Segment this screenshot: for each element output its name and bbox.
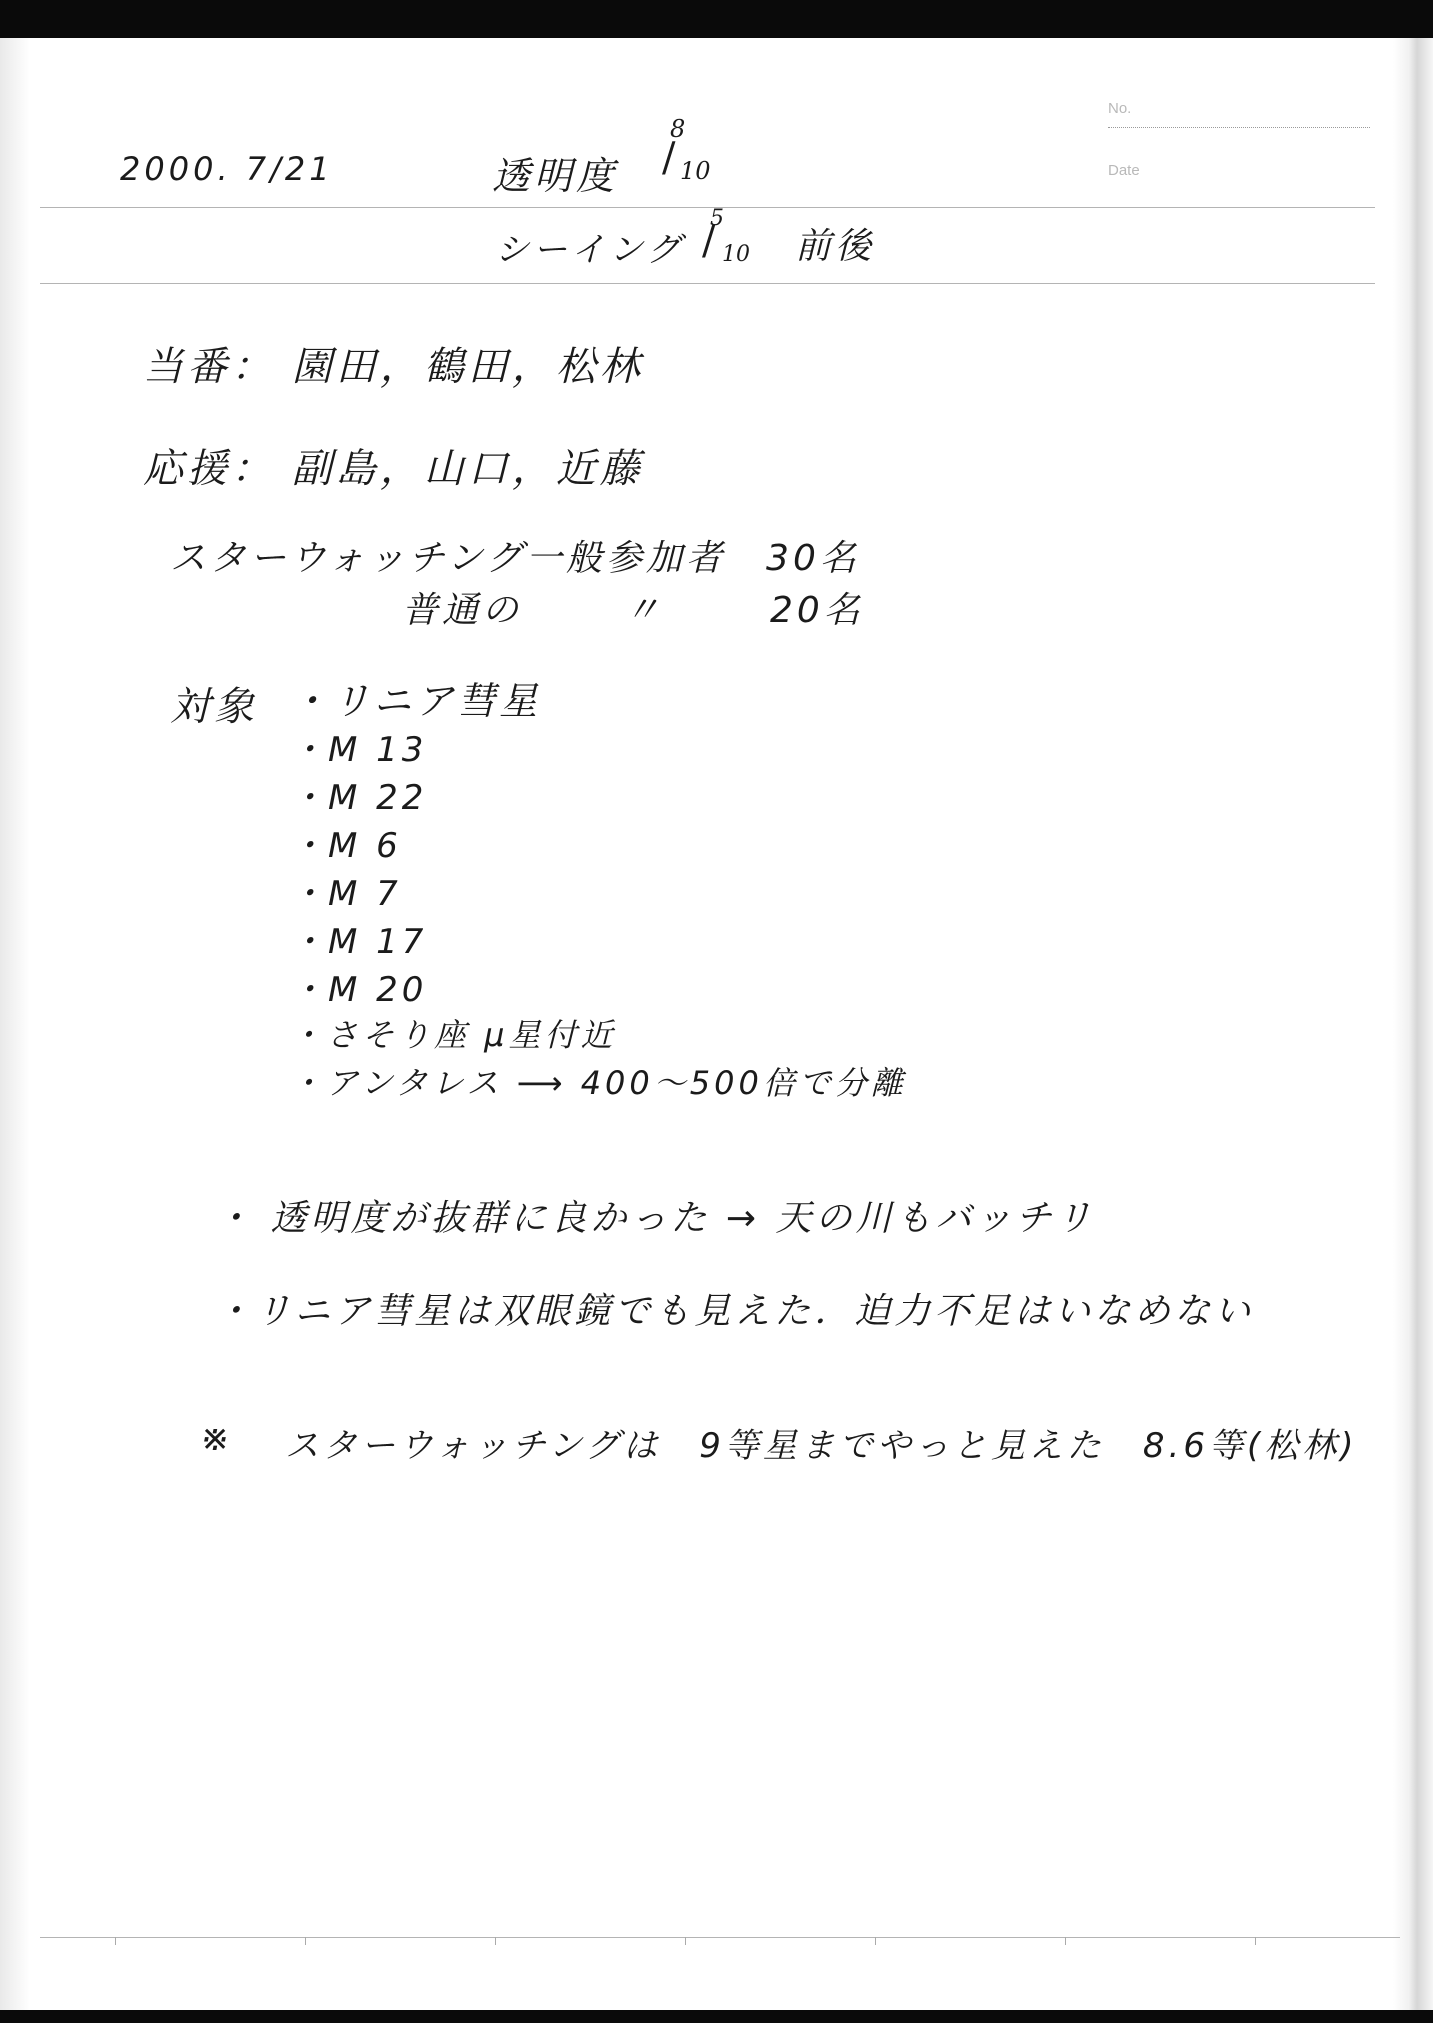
seeing-rating	[700, 206, 760, 276]
date-label: Date	[1108, 162, 1140, 179]
remark-text: スターウォッチングは 9等星までやっと見えた 8.6等(松林)	[285, 1426, 1358, 1466]
participants-regular-label: 普通の	[402, 590, 523, 631]
footer-tick	[495, 1937, 496, 1945]
page-left-shadow	[0, 38, 30, 2023]
no-label: No.	[1108, 100, 1132, 117]
target-item: ・M 7	[290, 874, 402, 914]
target-item: ・M 20	[290, 970, 428, 1010]
target-item: ・アンタレス ⟶ 400〜500倍で分離	[290, 1064, 907, 1102]
transparency-label: 透明度	[492, 154, 619, 198]
footer-tick	[305, 1937, 306, 1945]
duty-staff: 当番： 園田，鶴田，松林	[143, 344, 644, 390]
footer-rule	[40, 1937, 1400, 1938]
transparency-denominator: 10	[680, 157, 711, 185]
note-transparency: ・ 透明度が抜群に良かった → 天の川もバッチリ	[215, 1198, 1096, 1239]
target-item: ・M 6	[290, 826, 402, 866]
transparency-numerator: 8	[670, 115, 686, 143]
scan-bottom-border	[0, 2010, 1433, 2023]
seeing-numerator: 5	[710, 206, 724, 231]
support-staff: 応援： 副島，山口，近藤	[143, 446, 644, 492]
participants-regular-count: 20名	[770, 590, 864, 631]
target-item: ・M 13	[290, 730, 428, 770]
target-item: ・M 22	[290, 778, 428, 818]
page-right-edge	[1393, 38, 1433, 2023]
target-item: ・M 17	[290, 922, 428, 962]
footer-tick	[875, 1937, 876, 1945]
remark-mark: ※	[200, 1418, 235, 1459]
header-rule-2	[40, 283, 1375, 284]
observation-date: 2000. 7/21	[120, 150, 334, 188]
participants-regular-ditto: 〃	[624, 590, 665, 631]
targets-label: 対象	[170, 684, 258, 730]
seeing-denominator: 10	[722, 242, 750, 267]
transparency-rating	[660, 115, 720, 195]
fraction-slash: /	[662, 135, 676, 181]
footer-tick	[1065, 1937, 1066, 1945]
no-field-line	[1108, 127, 1370, 128]
seeing-label: シーイング	[495, 230, 685, 270]
footer-tick	[685, 1937, 686, 1945]
footer-tick	[115, 1937, 116, 1945]
note-comet: ・リニア彗星は双眼鏡でも見えた．迫力不足はいなめない	[215, 1291, 1255, 1332]
target-item: ・リニア彗星	[290, 679, 542, 723]
footer-tick	[1255, 1937, 1256, 1945]
seeing-suffix: 前後	[795, 226, 876, 267]
participants-general: スターウォッチング一般参加者 30名	[170, 538, 860, 579]
fraction-slash: /	[702, 218, 716, 264]
target-item: ・さそり座 μ星付近	[290, 1016, 617, 1054]
